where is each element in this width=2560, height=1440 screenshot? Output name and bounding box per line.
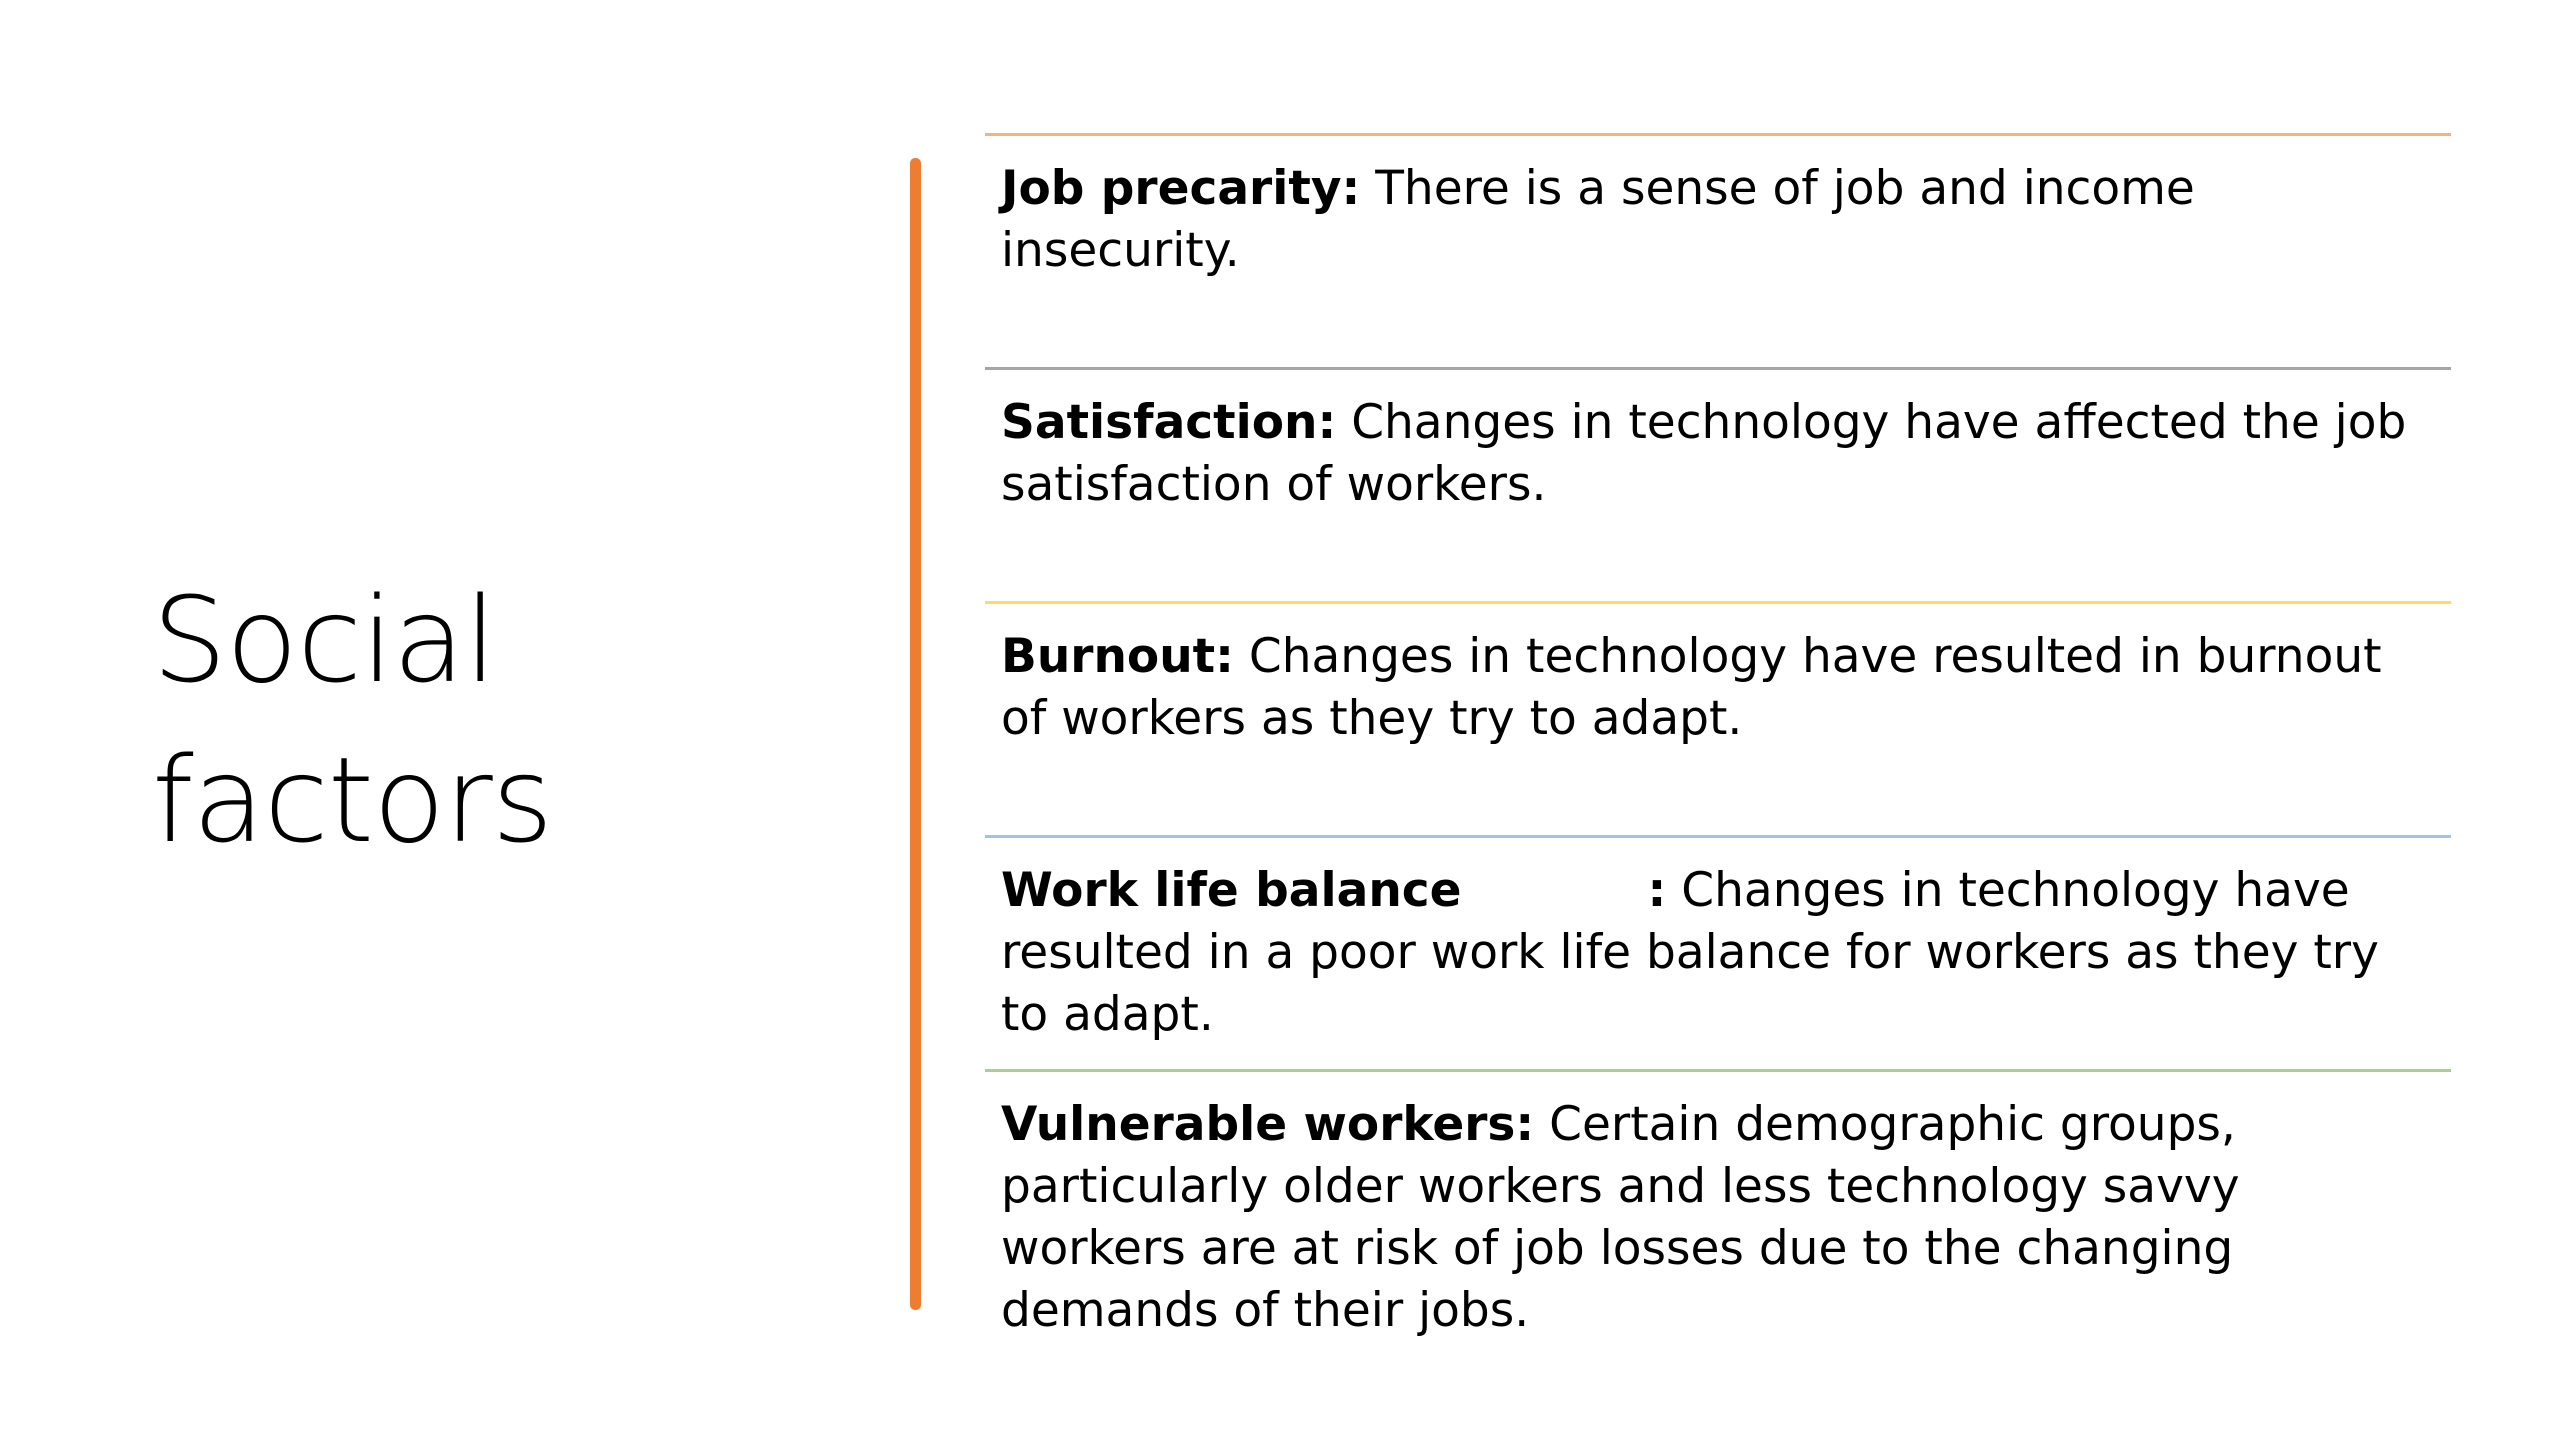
factor-term: Satisfaction: <box>1001 395 1337 450</box>
factor-colon: : <box>1647 863 1667 918</box>
slide-title-line-2: factors <box>152 731 553 869</box>
factor-description: Changes in technology have affected the job satisfaction of workers. <box>1001 395 2407 512</box>
slide-title-line-1: Social <box>152 571 496 709</box>
factor-item-vulnerable-workers <box>985 1069 2451 1338</box>
factor-text <box>1001 626 2439 750</box>
factor-term: Job precarity: <box>1001 161 1361 216</box>
factor-item-burnout <box>985 601 2451 835</box>
accent-bar <box>910 158 921 1310</box>
factor-term: Burnout: <box>1001 629 1234 684</box>
factor-description: There is a sense of job and income insecurity. <box>1001 161 2195 278</box>
factor-text <box>1001 392 2439 516</box>
factor-list <box>985 133 2451 1338</box>
factor-item-satisfaction <box>985 367 2451 601</box>
factor-description: Changes in technology have resulted in a poor work life balance for workers as they try to adapt. <box>1001 863 2379 1042</box>
factor-text <box>1001 158 2439 282</box>
factor-description: Certain demographic groups, particularly older workers and less technology savvy workers are at risk of job losses due to the changing demands of their jobs. <box>1001 1097 2240 1338</box>
factor-item-work-life-balance <box>985 835 2451 1069</box>
slide-title <box>152 560 852 880</box>
factor-text <box>1001 860 2439 1046</box>
factor-term: Work life balance <box>1001 863 1462 918</box>
factor-item-job-precarity <box>985 133 2451 367</box>
factor-description: Changes in technology have resulted in burnout of workers as they try to adapt. <box>1001 629 2382 746</box>
factor-text <box>1001 1094 2439 1342</box>
factor-term: Vulnerable workers: <box>1001 1097 1535 1152</box>
